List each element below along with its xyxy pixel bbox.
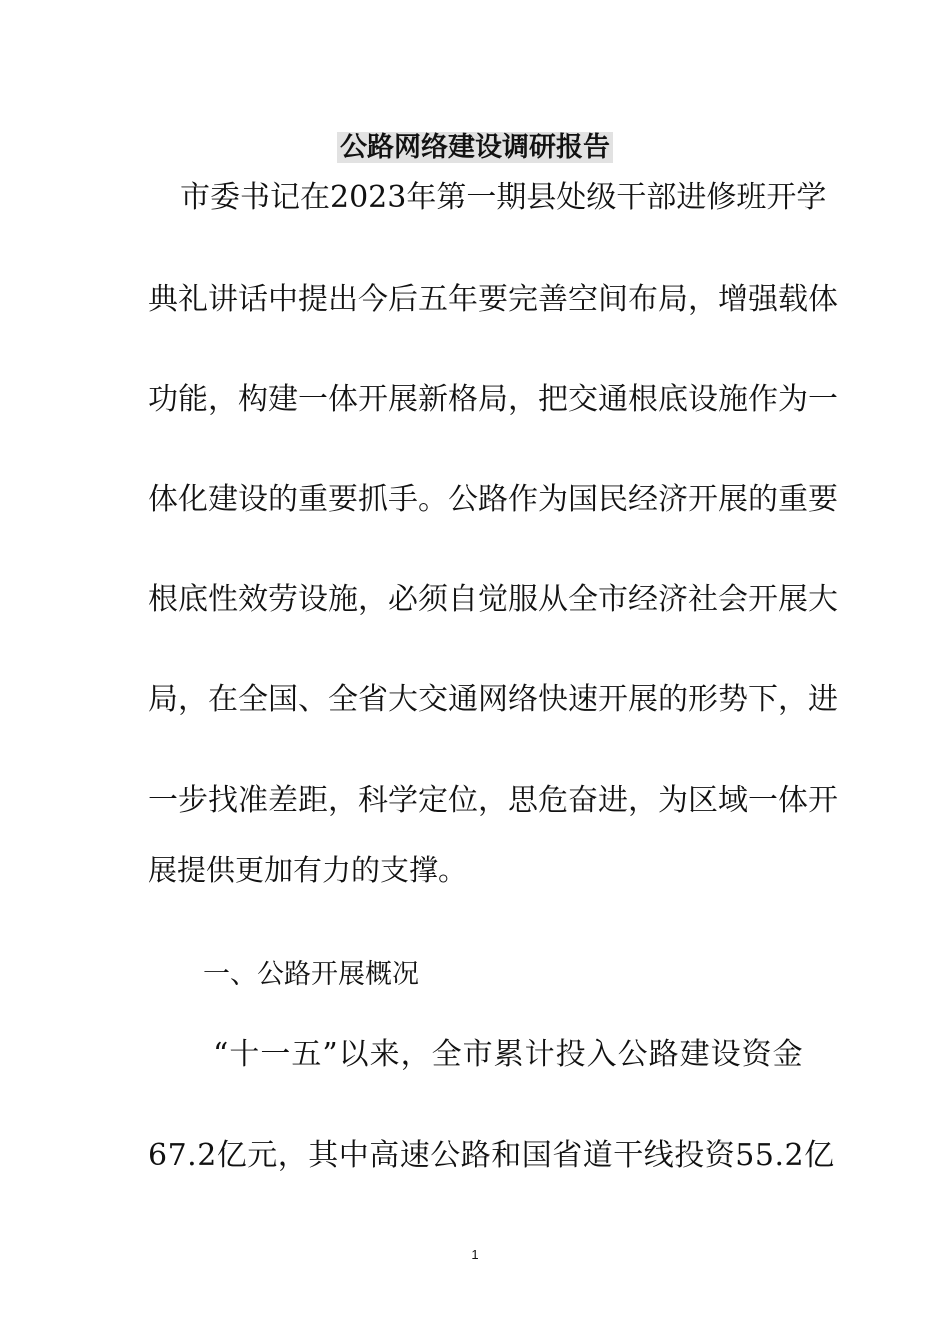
- page-title-text: 公路网络建设调研报告: [337, 132, 613, 163]
- paragraph-line-8: 展提供更加有力的支撑。: [148, 853, 468, 887]
- paragraph-line-6: 局，在全国、全省大交通网络快速开展的形势下，进: [148, 682, 838, 717]
- paragraph-line-10: 67.2亿元，其中高速公路和国省道干线投资55.2亿: [148, 1138, 835, 1173]
- paragraph-line-2: 典礼讲话中提出今后五年要完善空间布局，增强载体: [148, 282, 838, 317]
- paragraph-line-9: “十一五”以来，全市累计投入公路建设资金: [213, 1037, 804, 1072]
- paragraph-line-7: 一步找准差距，科学定位，思危奋进，为区域一体开: [148, 783, 838, 818]
- page-number: 1: [471, 1247, 479, 1262]
- page-title: [0, 128, 950, 168]
- paragraph-line-5: 根底性效劳设施，必须自觉服从全市经济社会开展大: [148, 582, 838, 617]
- section-heading: 一、公路开展概况: [203, 959, 419, 990]
- paragraph-line-3: 功能，构建一体开展新格局，把交通根底设施作为一: [148, 382, 838, 417]
- paragraph-line-1: 市委书记在2023年第一期县处级干部进修班开学: [180, 180, 827, 215]
- paragraph-line-4: 体化建设的重要抓手。公路作为国民经济开展的重要: [148, 482, 838, 517]
